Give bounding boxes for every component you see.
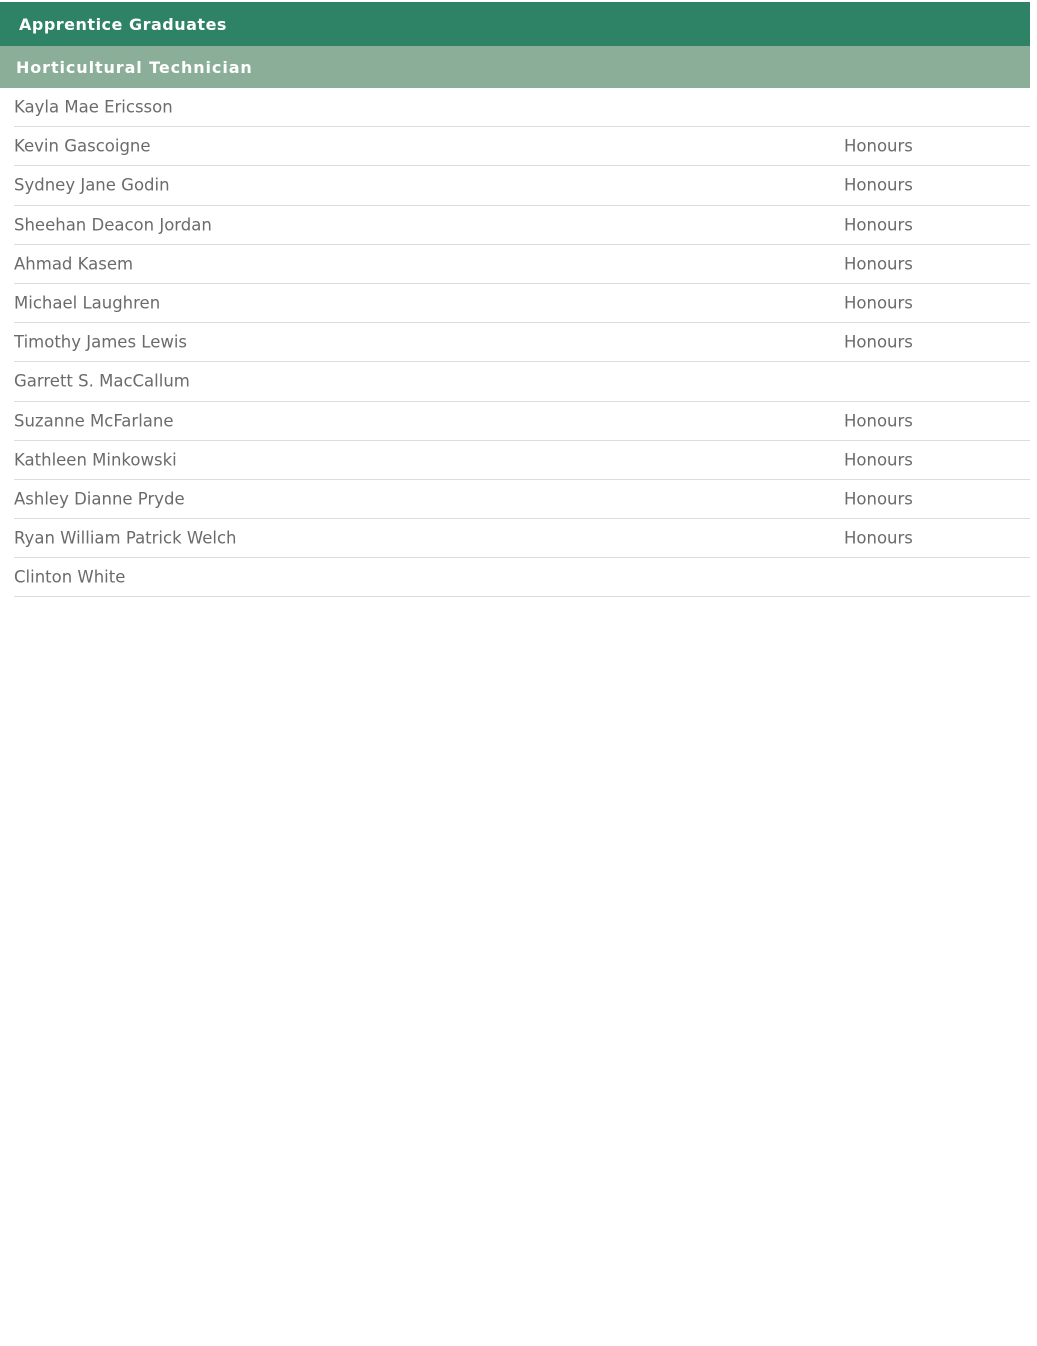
graduate-award: Honours [844, 450, 913, 470]
section-header [0, 2, 1030, 46]
graduate-award: Honours [844, 489, 913, 509]
graduate-row [14, 166, 1030, 205]
graduate-award: Honours [844, 215, 913, 235]
graduate-award: Honours [844, 293, 913, 313]
graduates-page [0, 2, 1030, 597]
graduate-award: Honours [844, 175, 913, 195]
graduate-name: Michael Laughren [14, 293, 161, 313]
graduate-row [14, 284, 1030, 323]
graduate-row [14, 558, 1030, 597]
graduate-row [14, 441, 1030, 480]
graduate-list [14, 88, 1030, 597]
graduate-name: Suzanne McFarlane [14, 411, 174, 431]
graduate-row [14, 402, 1030, 441]
graduate-row [14, 362, 1030, 401]
graduate-award: Honours [844, 411, 913, 431]
graduate-name: Ashley Dianne Pryde [14, 489, 185, 509]
graduate-name: Sydney Jane Godin [14, 175, 170, 195]
program-header [0, 46, 1030, 88]
graduate-row [14, 127, 1030, 166]
graduate-row [14, 519, 1030, 558]
graduate-name: Ryan William Patrick Welch [14, 528, 237, 548]
graduate-row [14, 245, 1030, 284]
graduate-row [14, 323, 1030, 362]
graduate-name: Ahmad Kasem [14, 254, 134, 274]
graduate-row [14, 480, 1030, 519]
graduate-name: Garrett S. MacCallum [14, 371, 190, 391]
graduate-award: Honours [844, 254, 913, 274]
graduate-award: Honours [844, 332, 913, 352]
graduate-row [14, 88, 1030, 127]
graduate-award: Honours [844, 136, 913, 156]
graduate-name: Timothy James Lewis [14, 332, 188, 352]
graduate-name: Kevin Gascoigne [14, 136, 151, 156]
graduate-name: Kayla Mae Ericsson [14, 97, 173, 117]
graduate-name: Sheehan Deacon Jordan [14, 215, 212, 235]
program-title: Horticultural Technician [16, 57, 253, 77]
graduate-name: Clinton White [14, 567, 126, 587]
graduate-row [14, 206, 1030, 245]
graduate-name: Kathleen Minkowski [14, 450, 177, 470]
graduate-award: Honours [844, 528, 913, 548]
section-title: Apprentice Graduates [19, 14, 227, 34]
